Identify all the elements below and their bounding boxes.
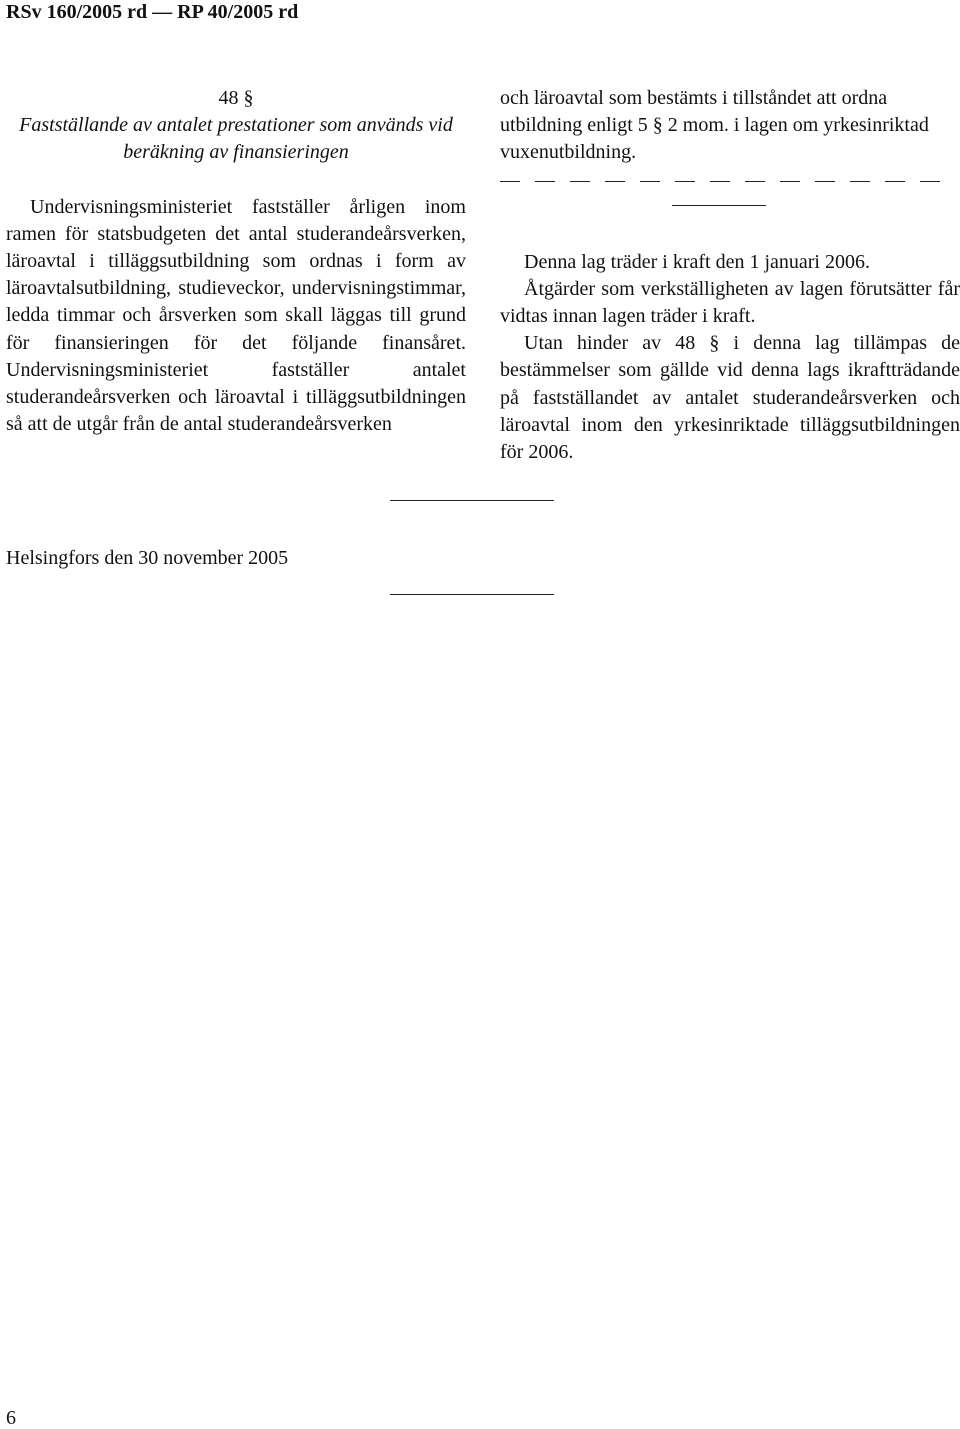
separator-rule-top [390,500,554,501]
entry-into-force-p3: Utan hinder av 48 § i denna lag tillämpas de bestämmelser som gällde vid denna lags ikraftträdande på fastställandet av antalet studerandeårsverken och läroavtal inom den yrkesinriktade tilläggsutbildningen för 2006. [500,332,960,464]
section-title: Fastställande av antalet prestationer som används vid beräkning av finansieringen [19,114,453,164]
running-header: RSv 160/2005 rd — RP 40/2005 rd [6,1,299,23]
section-body: Undervisningsministeriet fastställer årligen inom ramen för statsbudgeten det antal studerandeårsverken, läroavtal i tilläggsutbildning som ordnas i form av läroavtalsutbildning, studieveckor, undervisningstimmar, ledda timmar och årsverken som skall läggas till grund för finansieringen för det följande finansåret. Undervisningsministeriet fastställer antalet studerandeårsverken och läroavtal i tilläggsutbildningen så att de utgår från de antal studerandeårsverken [6,195,466,436]
entry-into-force-p2: Åtgärder som verkställigheten av lagen förutsätter får vidtas innan lagen träder i kraft. [500,277,960,328]
section-body-continued: och läroavtal som bestämts i tillståndet att ordna utbildning enligt 5 § 2 mom. i lagen om yrkesinriktad vuxenutbildning. [500,87,929,164]
place-date: Helsingfors den 30 november 2005 [6,547,289,569]
right-column [500,85,960,466]
page-number: 6 [6,1407,16,1429]
separator-rule-bottom [390,594,554,595]
short-rule [672,205,766,206]
entry-into-force-p1: Denna lag träder i kraft den 1 januari 2006. [524,250,870,273]
dash-separator [500,173,960,191]
section-number: 48 § [218,87,254,109]
left-column [6,85,466,438]
